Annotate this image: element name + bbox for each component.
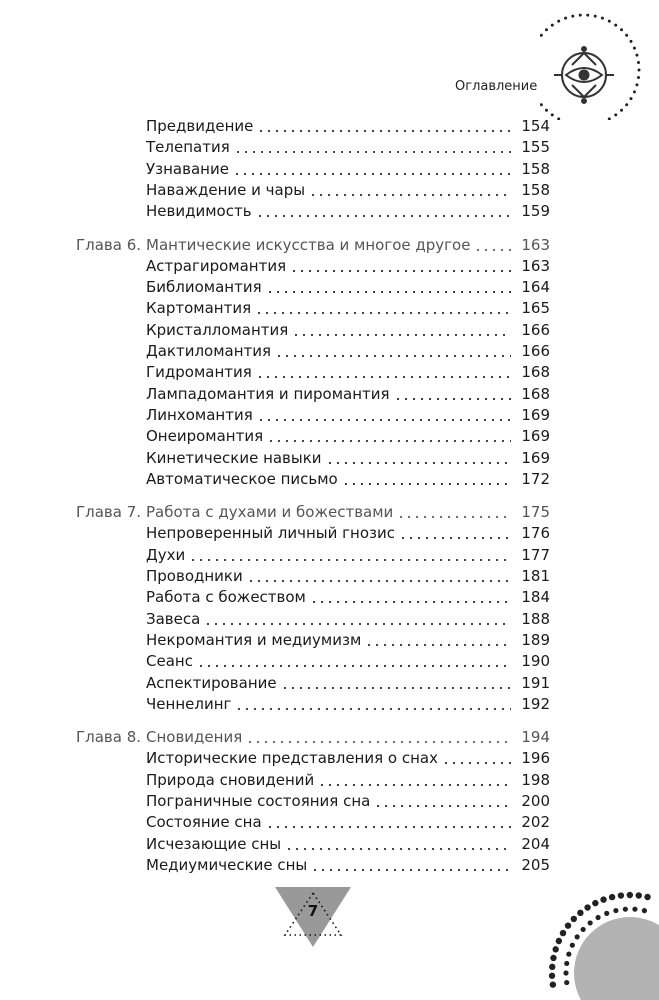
arc-dot <box>575 934 580 939</box>
toc-entry[interactable] <box>146 523 550 544</box>
arc-dot <box>565 922 571 928</box>
toc-entry[interactable] <box>146 770 550 791</box>
toc-entry[interactable] <box>146 137 550 158</box>
entry-page: 169 <box>521 448 550 467</box>
toc-entry[interactable] <box>146 159 550 180</box>
arc-dot <box>642 908 647 913</box>
entry-page: 202 <box>521 813 550 832</box>
arc-dot <box>563 970 568 975</box>
toc-entry[interactable] <box>146 405 550 426</box>
leader-dots <box>474 249 511 251</box>
entry-title: Невидимость <box>146 202 252 221</box>
arc-dot <box>571 916 577 922</box>
toc-entry[interactable] <box>146 855 550 876</box>
toc-entry[interactable] <box>146 362 550 383</box>
leader-dots <box>311 869 511 871</box>
leader-dots <box>365 644 511 646</box>
arc-dot <box>566 952 571 957</box>
entry-title: Предвидение <box>146 117 254 135</box>
chapter-row[interactable] <box>146 235 550 256</box>
toc-entry[interactable] <box>146 694 550 715</box>
arc-dot <box>552 946 558 952</box>
arc-dot <box>644 894 650 900</box>
entry-page: 168 <box>521 363 550 382</box>
toc-entry[interactable] <box>146 384 550 405</box>
entry-title: Гидромантия <box>146 363 252 382</box>
entry-title: Кристалломантия <box>146 320 289 339</box>
entry-page: 164 <box>521 278 550 297</box>
leader-dots <box>235 708 511 710</box>
grey-circle-icon <box>500 850 659 1000</box>
entry-title: Аспектирование <box>146 673 277 692</box>
entry-title: Дактиломантия <box>146 342 272 360</box>
chapter-prefix: Глава 8. <box>76 728 142 747</box>
entry-page: 192 <box>521 694 550 713</box>
arc-dot <box>550 955 556 961</box>
entry-title: Наваждение и чары <box>146 180 306 199</box>
entry-page: 155 <box>521 138 550 157</box>
entry-page: 154 <box>521 117 550 135</box>
leader-dots <box>246 741 511 743</box>
arc-dot <box>588 920 593 925</box>
arc-dot <box>618 892 624 898</box>
leader-dots <box>233 173 511 175</box>
leader-dots <box>275 355 511 357</box>
entry-page: 159 <box>521 202 550 221</box>
entry-title: Некромантия и медиумизм <box>146 630 362 649</box>
arc-dot <box>604 911 609 916</box>
entry-title: Кинетические навыки <box>146 448 322 467</box>
entry-page: 158 <box>521 159 550 178</box>
arc-dot <box>564 961 569 966</box>
toc-entry[interactable] <box>146 630 550 651</box>
leader-dots <box>267 440 511 442</box>
entry-title: Проводники <box>146 567 243 585</box>
leader-dots <box>247 580 512 582</box>
entry-page: 169 <box>521 427 550 446</box>
entry-page: 177 <box>521 545 550 564</box>
entry-page: 166 <box>521 342 550 360</box>
entry-title: Непроверенный личный гнозис <box>146 524 396 543</box>
arc-dot <box>550 981 556 987</box>
entry-title: Завеса <box>146 609 201 628</box>
toc-entry[interactable] <box>146 566 550 587</box>
toc-entry[interactable] <box>146 812 550 833</box>
leader-dots <box>197 665 511 667</box>
entry-page: 184 <box>521 588 550 607</box>
toc-entry[interactable] <box>146 748 550 769</box>
chapter-page: 194 <box>521 728 550 747</box>
chapter-title: Работа с духами и божествами <box>146 503 394 522</box>
toc-entry[interactable] <box>146 587 550 608</box>
entry-page: 158 <box>521 180 550 199</box>
triangle-icon <box>270 885 356 955</box>
toc-entry[interactable] <box>146 277 550 298</box>
toc-entry[interactable] <box>146 609 550 630</box>
arc-dot <box>564 980 569 985</box>
entry-title: Узнавание <box>146 159 229 178</box>
leader-dots <box>266 291 512 293</box>
entry-title: Астрагиромантия <box>146 256 287 275</box>
arc-dot <box>613 908 618 913</box>
leader-dots <box>374 805 511 807</box>
chapter-page: 175 <box>521 503 550 522</box>
arc-dot <box>560 930 566 936</box>
leader-dots <box>234 151 512 153</box>
toc-entry[interactable] <box>146 341 550 362</box>
entry-title: Автоматическое письмо <box>146 469 338 488</box>
entry-page: 169 <box>521 405 550 424</box>
arc-dot <box>623 907 628 912</box>
entry-title: Лампадомантия и пиромантия <box>146 384 390 403</box>
entry-title: Духи <box>146 545 186 564</box>
leader-dots <box>266 826 512 828</box>
leader-dots <box>326 462 512 464</box>
toc-entry[interactable] <box>146 673 550 694</box>
arc-dot <box>609 894 615 900</box>
leader-dots <box>189 559 511 561</box>
leader-dots <box>256 376 512 378</box>
entry-page: 172 <box>521 469 550 488</box>
entry-title: Пограничные состояния сна <box>146 792 371 810</box>
entry-title: Онеиромантия <box>146 427 264 446</box>
chapter-row[interactable] <box>146 502 550 523</box>
leader-dots <box>256 215 512 217</box>
leader-dots <box>342 483 512 485</box>
entry-page: 181 <box>521 567 550 585</box>
toc-entry[interactable] <box>146 791 550 812</box>
leader-dots <box>399 537 511 539</box>
leader-dots <box>281 687 512 689</box>
arc-dot <box>584 904 590 910</box>
entry-title: Природа сновидений <box>146 770 315 789</box>
chapter-title: Сновидения <box>146 728 243 747</box>
toc-entry[interactable] <box>146 201 550 222</box>
page-number: 7 <box>307 902 319 920</box>
toc-entry[interactable] <box>146 298 550 319</box>
entry-title: Линхомантия <box>146 405 253 424</box>
entry-title: Библиомантия <box>146 278 262 297</box>
entry-title: Исторические представления о снах <box>146 749 438 768</box>
entry-title: Сеанс <box>146 652 193 671</box>
entry-title: Состояние сна <box>146 813 262 832</box>
arc-dot <box>581 927 586 932</box>
leader-dots <box>310 601 511 603</box>
entry-page: 205 <box>521 855 550 874</box>
leader-dots <box>255 312 511 314</box>
entry-page: 204 <box>521 834 550 853</box>
leader-dots <box>257 419 512 421</box>
arc-dot <box>556 938 562 944</box>
arc-dot <box>632 907 637 912</box>
entry-page: 168 <box>521 384 550 403</box>
entry-page: 189 <box>521 630 550 649</box>
entry-page: 190 <box>521 652 550 671</box>
toc-entry[interactable] <box>146 651 550 672</box>
leader-dots <box>257 130 511 132</box>
arc-dot <box>627 892 633 898</box>
leader-dots <box>318 784 511 786</box>
entry-page: 198 <box>521 770 550 789</box>
leader-dots <box>442 762 511 764</box>
chapter-page: 163 <box>521 235 550 254</box>
entry-title: Телепатия <box>146 138 230 157</box>
leader-dots <box>290 270 511 272</box>
entry-title: Работа с божеством <box>146 588 306 607</box>
toc-entry[interactable] <box>146 320 550 341</box>
entry-title: Картомантия <box>146 299 252 318</box>
entry-page: 166 <box>521 320 550 339</box>
leader-dots <box>292 334 511 336</box>
arc-dot <box>570 943 575 948</box>
toc-entry[interactable] <box>146 834 550 855</box>
entry-page: 191 <box>521 673 550 692</box>
toc-entry[interactable] <box>146 545 550 566</box>
leader-dots <box>204 623 511 625</box>
arc-dot <box>549 964 555 970</box>
arc-dot <box>577 910 583 916</box>
toc-entry[interactable] <box>146 426 550 447</box>
leader-dots <box>309 194 511 196</box>
leader-dots <box>285 848 511 850</box>
entry-page: 188 <box>521 609 550 628</box>
toc-entry[interactable] <box>146 116 550 137</box>
chapter-title: Мантические искусства и многое другое <box>146 235 471 254</box>
entry-page: 165 <box>521 299 550 318</box>
leader-dots <box>394 398 512 400</box>
toc-entry[interactable] <box>146 180 550 201</box>
entry-page: 163 <box>521 256 550 275</box>
toc-entry[interactable] <box>146 256 550 277</box>
running-header: Оглавление <box>455 79 538 94</box>
chapter-prefix: Глава 7. <box>76 503 142 522</box>
entry-page: 200 <box>521 792 550 810</box>
chapter-prefix: Глава 6. <box>76 235 142 254</box>
toc-entry[interactable] <box>146 448 550 469</box>
arc-dot <box>592 900 598 906</box>
leader-dots <box>397 516 511 518</box>
entry-page: 196 <box>521 749 550 768</box>
arc-dot <box>549 973 555 979</box>
entry-title: Медиумические сны <box>146 855 308 874</box>
entry-title: Ченнелинг <box>146 694 232 713</box>
arc-dot <box>636 892 642 898</box>
arc-dot <box>595 915 600 920</box>
chapter-row[interactable] <box>146 727 550 748</box>
entry-title: Исчезающие сны <box>146 834 282 853</box>
entry-page: 176 <box>521 524 550 543</box>
arc-dot <box>600 896 606 902</box>
toc-entry[interactable] <box>146 469 550 490</box>
